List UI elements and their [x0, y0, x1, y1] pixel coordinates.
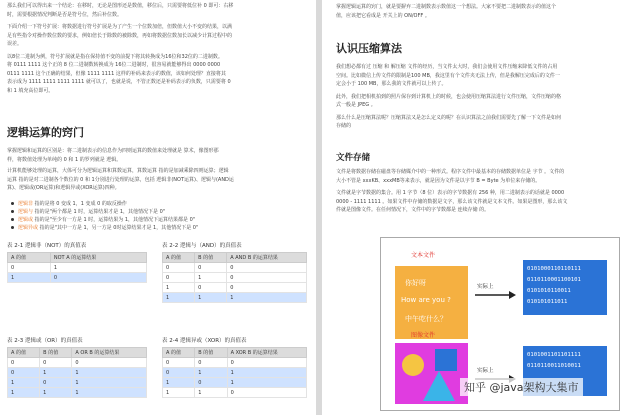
- top-paragraph: [336, 3, 628, 20]
- table-row: 0 0 0: [163, 263, 307, 273]
- storage-line: 大小不管是 xxxKB、xxxMB等来表示，就是因为文件是以字节 B = Byte 为单位来存储的。: [336, 177, 541, 184]
- text-file-line: 中午吃什么？: [405, 315, 447, 323]
- table-header: A 的值: [8, 253, 51, 263]
- table-row: 1 0 1: [8, 378, 147, 388]
- subsection-title-storage: 文件存储: [336, 153, 371, 163]
- storage-line: 文件就是字节数据的集合。用 1 字节（8 位）表示的字节数据有 256 种，用二进制表示的话就是 0000: [336, 190, 565, 196]
- intro-line: 和 1 填充高位即可。: [7, 87, 54, 94]
- intro-line: 足有些指令对操作数位数的要求，例如倍长于除数的被除数，再如将数据位数加长以减少计算过程中的: [7, 32, 233, 39]
- table-header: B 的值: [40, 348, 72, 358]
- table-header: B 的值: [195, 253, 227, 263]
- compress-line: 此外，我们把相机拍到的照片保存到计算机上的时候，也会使用压缩算法进行文件压缩，文件压缩的格: [336, 93, 562, 100]
- section-title-compress: 认识压缩算法: [336, 42, 402, 55]
- table-header: A 的值: [163, 348, 195, 358]
- logic-paragraph: [7, 147, 303, 193]
- intro-line: 以8位二进制为例，符号扩展就是指在保持值不变的前提下将其转换成为16位和32位的二进制数。: [7, 53, 223, 60]
- table-caption: 表 2-4 逻辑异或（XOR）的真值表: [162, 338, 247, 344]
- table-header: A 的值: [8, 348, 40, 358]
- table-row: 1 0 1: [163, 378, 307, 388]
- logic-line: 计算机能够处理的运算，大体可分为逻辑运算和算数运算，算数运算 指的是加减乘除四则运算；逻辑: [7, 168, 229, 174]
- text-file-line: How are you ?: [401, 296, 451, 304]
- image-file-picture: [395, 343, 468, 404]
- intro-line: 下面介绍一下符号扩展：将数据进行符号扩展是为了产生一个位数加倍，但数值大小不变的结果，以满: [7, 24, 233, 30]
- compress-line: 式一般是 JPEG 。: [336, 102, 376, 108]
- bullet-item: 逻辑非 指的是将 0 变成 1，1 变成 0 的取反操作: [11, 200, 301, 208]
- truth-table-xor: [162, 347, 307, 398]
- table-row: 0 1 1: [8, 368, 147, 378]
- shapes-image: [395, 343, 468, 404]
- compress-line: 存储的: [336, 123, 352, 129]
- table-row: 1 1 1: [8, 388, 147, 398]
- text-file-label: 文本文件: [411, 252, 436, 259]
- compress-line: 我们想必都有过 压缩 和 解压缩 文件的经历，当文件太大时，我们会使用文件压缩来降低文件的占用: [336, 64, 558, 70]
- bullet-item: 逻辑异或 指的是"其中一方是 1，另一方是 0时运算结果才是 1，其他情况下是 0": [11, 224, 301, 232]
- storage-line: 0000 - 1111 1111 。如果文件中存储的数据是文字，那么该文件就是文本文件。如果是图形，那么该文: [336, 198, 568, 205]
- compress-line: 那么什么是压缩算法呢？压缩算法又是怎么定义的呢？在认识算法之前我们需要先了解一下文件是如何: [336, 114, 562, 121]
- table-row: 1 0: [8, 273, 147, 283]
- left-page: [0, 0, 316, 415]
- section-title-logic: 逻辑运算的窍门: [7, 126, 84, 139]
- intro-line: 表示成为 1111 1111 1111 1111 就可以了，也就是说，不管正数还是补码表示的负数，只需要将 0: [7, 79, 231, 85]
- text-file-line: 你好呀: [405, 279, 426, 287]
- intro-line: 误差。: [7, 41, 23, 47]
- table-header: A XOR B 的运算结果: [227, 348, 306, 358]
- bullet-item: 逻辑或 指的是"至少有一方是 1 时，运算结果为 1，其他情况下运算结果都是 0": [11, 216, 301, 224]
- text-file-image: [395, 266, 468, 339]
- logic-line: 算)、逻辑或(OR运算)和逻辑异或(XOR运算)四种。: [7, 185, 120, 191]
- table-row: 1 0 0: [163, 283, 307, 293]
- bullet-item: 逻辑与 指的是"两个都是 1 时，运算结果才是 1，其他情况下是 0": [11, 208, 301, 216]
- table-header: NOT A 的运算结果: [50, 253, 146, 263]
- intro-line: 将 0111 1111 这个正的 8 位二进制数转换成为 16位二进制时，很容易就能够得出 0000 0000: [7, 62, 221, 68]
- table-row: 0 1: [8, 263, 147, 273]
- binary-block: 0101000110110111 0110110001100101 0101010110011 010101011011: [523, 260, 607, 315]
- truth-table-or: [7, 347, 147, 398]
- image-file-label: 图像文件: [411, 332, 436, 339]
- intro-line: 0111 1111 这个正确的结果，但像 1111 1111 这样的补码来表示的数值，该如何处理？直接将其: [7, 70, 226, 77]
- table-row: 0 0 0: [8, 358, 147, 368]
- arrow-label: 实际上: [477, 284, 494, 290]
- compress-line: 定会小于 100 MB，那么我的文件就可以上传了。: [336, 81, 447, 87]
- right-arrow-icon: [473, 290, 517, 300]
- table-caption: 表 2-2 逻辑与（AND）的真值表: [162, 243, 242, 249]
- table-caption: 表 2-1 逻辑非（NOT）的真值表: [7, 243, 87, 249]
- logic-line: 掌握逻辑和运算的区别是：将二进制表示的信息作为四则运算的数值来处理就是 算术，像图形那: [7, 148, 219, 154]
- top-line: 掌握逻辑运算的窍门，就是要摒弃二进制数表示数值这一个想法。大家不要把二进制数表示的值这个: [336, 4, 557, 10]
- table-row: 1 1 1: [163, 293, 307, 303]
- truth-table-and: [162, 252, 307, 303]
- compress-line: 空间。比如微信上传文件的限制是100 MB，我这里有个文件夹无法上传，但是我解压完成后的文件一: [336, 72, 560, 79]
- watermark: 知乎 @java架构大集市: [460, 378, 583, 396]
- table-row: 0 1 0: [163, 273, 307, 283]
- intro-line: 那么我们可以得出来一个结论：在移时，无论是图形还是数值，移位后，只需要将低位补 0 即可：右移: [7, 3, 234, 9]
- arrow-label: 实际上: [477, 368, 494, 374]
- logic-line: 运算 指的是对二进制各个数位的 0 和 1分别进行处理的运算，包括 逻辑非(NOT运算)、逻辑与(AND运: [7, 176, 234, 183]
- table-header: B 的值: [195, 348, 227, 358]
- storage-paragraph: [336, 168, 628, 215]
- table-row: 0 0 0: [163, 358, 307, 368]
- table-row: 1 1 0: [163, 388, 307, 398]
- right-page: [322, 0, 640, 415]
- binary-block: 0101001101101111 0110110011010011: [523, 346, 607, 396]
- table-caption: 表 2-3 逻辑或（OR）的真值表: [7, 338, 83, 344]
- intro-line: 时，需要根据情况判断是否是符号位，然后补位数。: [7, 11, 123, 18]
- top-line: 值，应该把它看成是 开关上的 ON/OFF 。: [336, 12, 430, 19]
- storage-line: 文件是将数据存储在磁盘等存储媒介中的一种形式。程序文件中最基本的存储数据单位是 字节 。文件的: [336, 169, 565, 175]
- intro-paragraph: [7, 2, 303, 95]
- table-header: A OR B 的运算结果: [72, 348, 147, 358]
- logic-line: 样，将数值处理为单纯的 0 和 1 的罗列就是 逻辑。: [7, 156, 122, 163]
- table-header: A AND B 的运算结果: [227, 253, 307, 263]
- compress-paragraph: [336, 63, 628, 131]
- table-row: 0 1 1: [163, 368, 307, 378]
- table-header: A 的值: [163, 253, 195, 263]
- storage-line: 件就是图像文件。在任何情况下，文件中的字节数都是 连续存储 的。: [336, 207, 490, 213]
- truth-table-not: [7, 252, 147, 283]
